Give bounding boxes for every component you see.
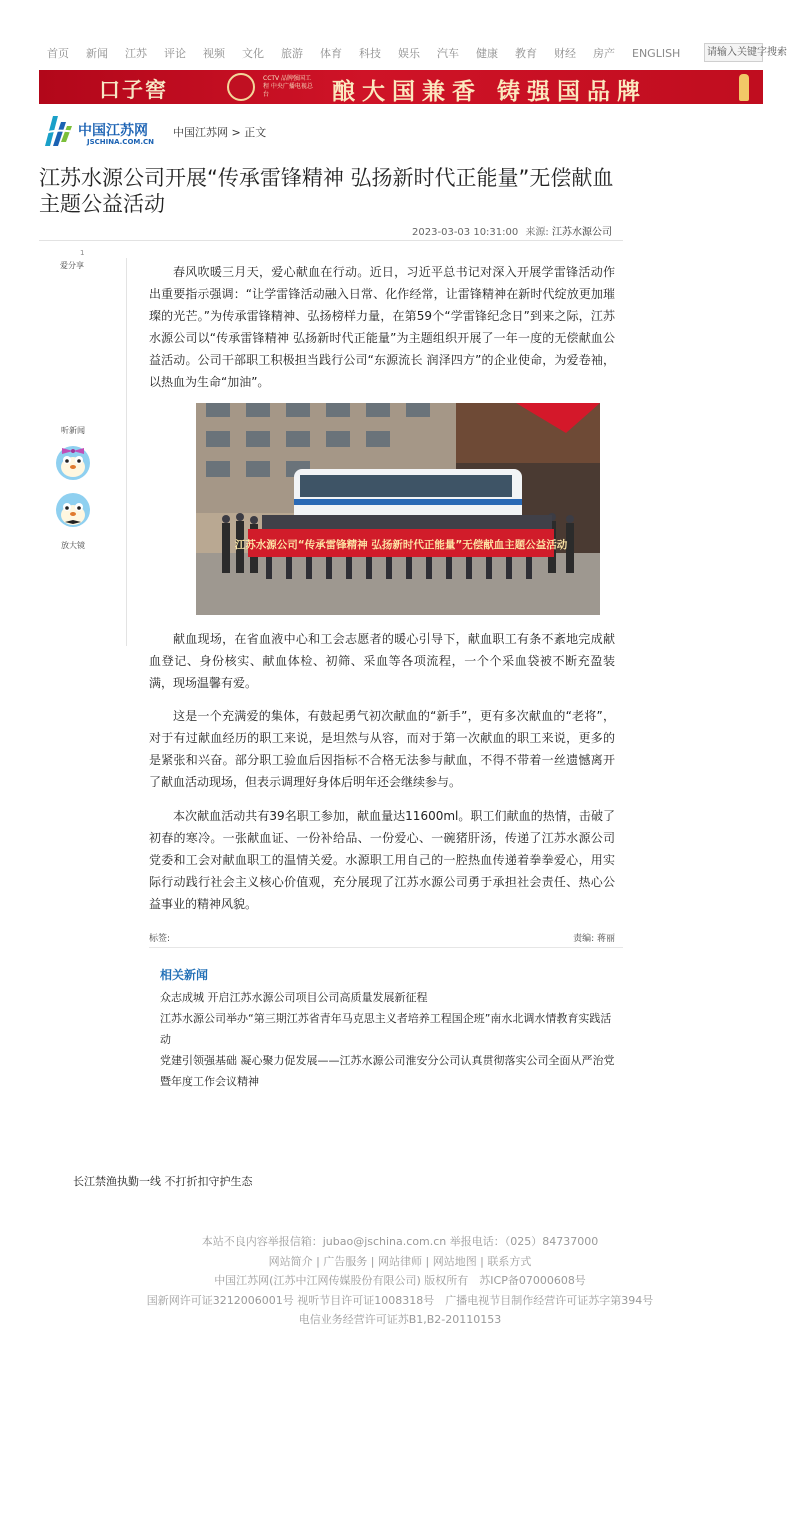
editor-info	[573, 931, 615, 944]
zoom-label: 放大镜	[61, 541, 85, 550]
related-news-list	[160, 987, 622, 1092]
liquor-bottle-icon	[739, 74, 749, 101]
article-paragraph-1: 春风吹暖三月天，爱心献血在行动。近日，习近平总书记对深入开展学雷锋活动作出重要指示强调：“让学雷锋活动融入日常、化作经常，让雷锋精神在新时代绽放更加璀璨的光芒。”为传承雷锋精神、弘扬榜样力量，在第59个“学雷锋纪念日”到来之际，江苏水源公司以“传承雷锋精神 弘扬新时代正能量”为主题组织开展了一年一度的无偿献血公益活动。公司干部职工积极担当践行公司“东源流长 润泽四方”的企业使命，为爱卷袖，以热血为生命“加油”。	[149, 265, 615, 389]
listen-news-label: 听新闻	[61, 426, 85, 435]
photo-banner-text: 江苏水源公司“传承雷锋精神 弘扬新时代正能量”无偿献血主题公益活动	[234, 539, 568, 551]
footer-licenses: 国新网许可证3212006001号 视听节目许可证1008318号 广播电视节目制作经营许可证苏字第394号	[146, 1293, 654, 1307]
title-divider	[39, 240, 623, 241]
search-input[interactable]: 请输入关键字搜索	[704, 43, 763, 62]
tags-label: 标签:	[149, 934, 171, 944]
footer-links[interactable]: 网站简介 | 广告服务 | 网站律师 | 网站地图 | 联系方式	[268, 1254, 532, 1268]
ad-banner[interactable]	[39, 70, 763, 104]
footer-telecom-license: 电信业务经营许可证苏B1,B2-20110153	[298, 1313, 502, 1326]
nav-item-jiangsu[interactable]: 江苏	[125, 47, 147, 60]
article-paragraph-3: 这是一个充满爱的集体，有鼓起勇气初次献血的“新手”，更有多次献血的“老将”，对于有过献血经历的职工来说，是坦然与从容，而对于第一次献血的职工来说，更多的是紧张和兴奋。部分职工验血后因指标不合格无法参与献血，不得不带着一丝遗憾离开了献血活动现场，但表示调理好身体后明年还会继续参与。	[149, 709, 615, 789]
related-news-item[interactable]: 江苏水源公司举办“第三期江苏省青年马克思主义者培养工程国企班”南水北调水情教育实践活动	[160, 1012, 612, 1046]
listen-news-mascot-icon[interactable]	[52, 440, 94, 482]
nav-item-home[interactable]: 首页	[47, 47, 69, 60]
nav-item-health[interactable]: 健康	[476, 47, 498, 60]
editor-label: 责编:	[573, 934, 595, 944]
banner-slogan: 酿大国兼香 铸强国品牌	[332, 78, 648, 105]
banner-cctv-text: CCTV 品牌强国工程 中央广播电视总台	[263, 75, 313, 98]
nav-item-education[interactable]: 教育	[515, 47, 537, 60]
nav-item-tech[interactable]: 科技	[359, 47, 381, 60]
nav-item-english[interactable]: ENGLISH	[632, 46, 681, 60]
footer-report-line: 本站不良内容举报信箱：jubao@jschina.com.cn 举报电话：（025）84737000	[201, 1235, 599, 1248]
site-logo[interactable]	[41, 111, 155, 151]
nav-item-culture[interactable]: 文化	[242, 47, 264, 60]
tags-divider	[149, 947, 623, 948]
nav-item-video[interactable]: 视频	[203, 47, 225, 60]
share-count: 1	[80, 249, 85, 257]
nav-item-sports[interactable]: 体育	[320, 47, 342, 60]
logo-domain: JSCHINA.COM.CN	[87, 138, 155, 146]
tools-divider	[126, 258, 127, 646]
bottom-news-link[interactable]: 长江禁渔执勤一线 不打折扣守护生态	[73, 1175, 253, 1188]
nav-item-travel[interactable]: 旅游	[281, 47, 303, 60]
share-button[interactable]: 爱分享	[60, 261, 84, 270]
article-photo	[196, 403, 600, 615]
article-paragraph-4: 本次献血活动共有39名职工参加，献血量达11600ml。职工们献血的热情，击破了初春的寒冷。一张献血证、一份补给品、一份爱心、一碗猪肝汤，传递了江苏水源公司党委和工会对献血职工的温情关爱。水源职工用自己的一腔热血传递着拳拳爱心，用实际行动践行社会主义核心价值观，充分展现了江苏水源公司勇于承担社会责任、热心公益事业的精神风貌。	[149, 809, 615, 911]
nav-item-news[interactable]: 新闻	[86, 47, 108, 60]
footer-copyright: 中国江苏网(江苏中江网传媒股份有限公司) 版权所有 苏ICP备07000608号	[214, 1274, 586, 1287]
related-news-item[interactable]: 党建引领强基础 凝心聚力促发展——江苏水源公司淮安分公司认真贯彻落实公司全面从严治党暨年度工作会议精神	[160, 1054, 615, 1088]
nav-item-realestate[interactable]: 房产	[593, 47, 615, 60]
nav-item-entertainment[interactable]: 娱乐	[398, 47, 420, 60]
article-paragraph-2: 献血现场，在省血液中心和工会志愿者的暖心引导下，献血职工有条不紊地完成献血登记、身份核实、献血体检、初筛、采血等各项流程，一个个采血袋被不断充盈装满，现场温馨有爱。	[149, 632, 615, 690]
banner-brand: 口子窖	[99, 77, 168, 102]
article-title: 江苏水源公司开展“传承雷锋精神 弘扬新时代正能量”无偿献血主题公益活动	[39, 166, 614, 216]
cctv-logo-icon	[227, 73, 255, 101]
breadcrumb[interactable]: 中国江苏网 > 正文	[173, 126, 267, 139]
nav-item-finance[interactable]: 财经	[554, 47, 576, 60]
tags-row	[149, 931, 615, 944]
logo-name: 中国江苏网	[78, 123, 148, 139]
site-footer	[100, 1232, 700, 1330]
source-label: 来源:	[525, 227, 549, 238]
top-nav	[47, 44, 767, 62]
related-news-item[interactable]: 众志成城 开启江苏水源公司项目公司高质量发展新征程	[160, 991, 428, 1004]
nav-item-auto[interactable]: 汽车	[437, 47, 459, 60]
editor-name: 蒋丽	[596, 934, 615, 944]
nav-item-comment[interactable]: 评论	[164, 47, 186, 60]
article-source[interactable]: 江苏水源公司	[552, 227, 612, 238]
article-meta	[300, 223, 612, 238]
related-news-title: 相关新闻	[160, 968, 209, 982]
jschina-logo-icon	[41, 112, 77, 150]
article-datetime: 2023-03-03 10:31:00	[412, 227, 519, 238]
zoom-mascot-icon[interactable]	[52, 489, 94, 531]
